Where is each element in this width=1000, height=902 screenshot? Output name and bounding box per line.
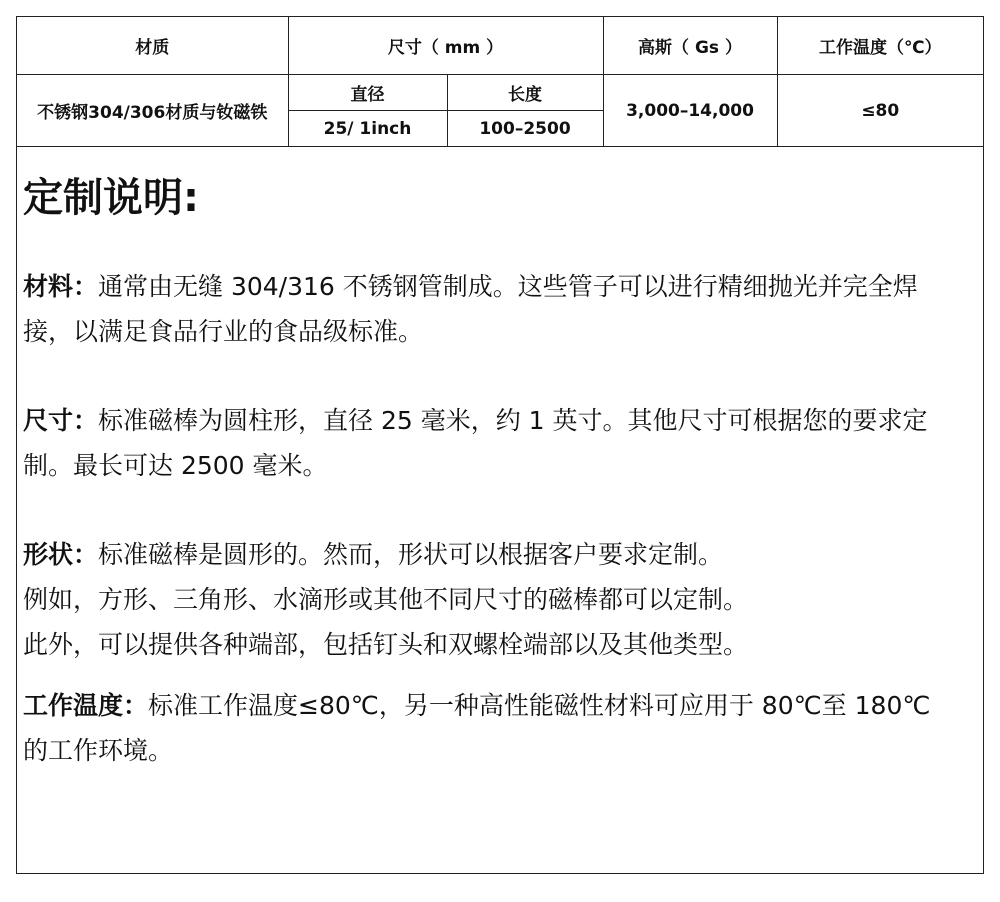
header-gauss: 高斯（ Gs ）	[603, 17, 777, 75]
paragraph-shape	[23, 532, 943, 667]
cell-gauss: 3,000–14,000	[603, 75, 777, 147]
paragraph-text: 标准磁棒为圆柱形，直径 25 毫米，约 1 英寸。其他尺寸可根据您的要求定制。最长可达 2500 毫米。	[23, 406, 928, 480]
paragraph-label: 尺寸：	[23, 406, 99, 435]
spec-table	[17, 17, 983, 147]
header-material: 材质	[17, 17, 288, 75]
header-size: 尺寸（ mm ）	[288, 17, 603, 75]
cell-diameter-label: 直径	[288, 75, 447, 111]
paragraph-material	[23, 264, 943, 354]
paragraph-label: 工作温度：	[23, 691, 149, 720]
cell-material: 不锈钢304/306材质与钕磁铁	[17, 75, 288, 147]
paragraph-line	[23, 577, 943, 622]
cell-temp: ≤80	[777, 75, 983, 147]
paragraph-line	[23, 532, 943, 577]
paragraph-label: 材料：	[23, 272, 99, 301]
paragraph-text: 标准磁棒是圆形的。然而，形状可以根据客户要求定制。	[98, 540, 724, 569]
paragraph-text: 通常由无缝 304/316 不锈钢管制成。这些管子可以进行精细抛光并完全焊接，以满足食品行业的食品级标准。	[23, 272, 918, 346]
paragraph-size	[23, 398, 943, 488]
paragraph-label: 形状：	[23, 540, 99, 569]
paragraph-text: 此外，可以提供各种端部，包括钉头和双螺栓端部以及其他类型。	[23, 630, 749, 659]
cell-length-value: 100–2500	[447, 111, 603, 147]
cell-diameter-value: 25/ 1inch	[288, 111, 447, 147]
header-temp: 工作温度（℃）	[777, 17, 983, 75]
paragraph-text: 标准工作温度≤80℃，另一种高性能磁性材料可应用于 80℃至 180℃的工作环境。	[23, 691, 931, 765]
section-title: 定制说明:	[23, 175, 199, 221]
paragraph-line	[23, 622, 943, 667]
customization-section	[23, 170, 943, 773]
paragraph-temperature	[23, 683, 943, 773]
cell-length-label: 长度	[447, 75, 603, 111]
paragraph-text: 例如，方形、三角形、水滴形或其他不同尺寸的磁棒都可以定制。	[23, 585, 749, 614]
